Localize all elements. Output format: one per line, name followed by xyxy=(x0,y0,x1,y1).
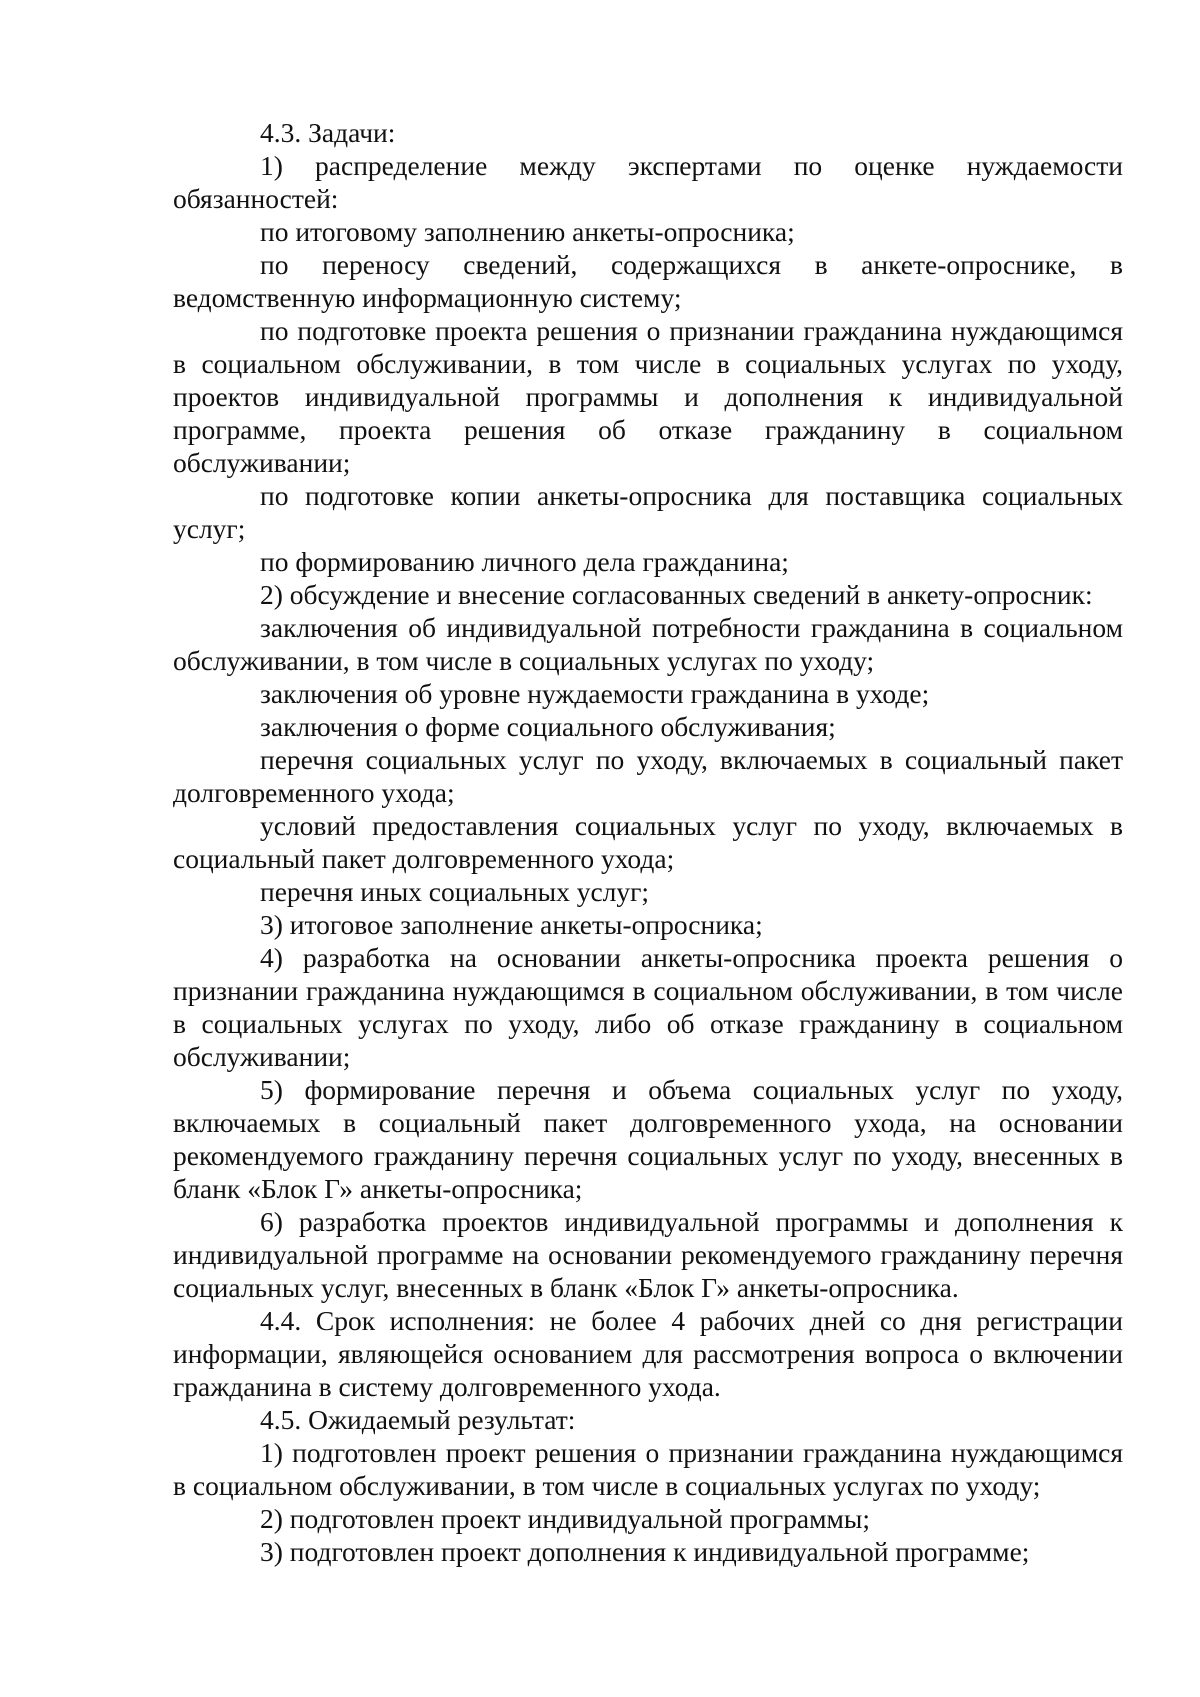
task-item-5: 5) формирование перечня и объема социальных услуг по уходу, включаемых в социальный пакет долговременного ухода, на основании рекомендуемого гражданину перечня социальных услуг по уходу, внесенных в бланк «Блок Г» анкеты-опросника; xyxy=(173,1074,1123,1204)
task-item-2: 2) обсуждение и внесение согласованных сведений в анкету-опросник: xyxy=(260,579,1093,610)
sub-item: по итоговому заполнению анкеты-опросника; xyxy=(260,216,795,247)
sub-item: заключения об индивидуальной потребности гражданина в социальном обслуживании, в том числе в социальных услугах по уходу; xyxy=(173,612,1123,676)
section-deadline: 4.4. Срок исполнения: не более 4 рабочих дней со дня регистрации информации, являющейся основанием для рассмотрения вопроса о включении гражданина в систему долговременного ухода. xyxy=(173,1305,1123,1402)
sub-item: перечня социальных услуг по уходу, включаемых в социальный пакет долговременного ухода; xyxy=(173,744,1123,808)
task-item-1: 1) распределение между экспертами по оценке нуждаемости обязанностей: xyxy=(173,150,1123,214)
section-heading-result: 4.5. Ожидаемый результат: xyxy=(260,1404,576,1435)
document-body xyxy=(173,116,1123,1568)
task-item-3: 3) итоговое заполнение анкеты-опросника; xyxy=(260,909,763,940)
sub-item: условий предоставления социальных услуг по уходу, включаемых в социальный пакет долговременного ухода; xyxy=(173,810,1123,874)
result-item-2: 2) подготовлен проект индивидуальной программы; xyxy=(260,1503,870,1534)
sub-item: заключения об уровне нуждаемости гражданина в уходе; xyxy=(260,678,930,709)
sub-item: заключения о форме социального обслуживания; xyxy=(260,711,836,742)
sub-item: по формированию личного дела гражданина; xyxy=(260,546,789,577)
task-item-4: 4) разработка на основании анкеты-опросника проекта решения о признании гражданина нуждающимся в социальном обслуживании, в том числе в социальных услугах по уходу, либо об отказе гражданину в социальном обслуживании; xyxy=(173,942,1123,1072)
sub-item: по подготовке проекта решения о признании гражданина нуждающимся в социальном обслуживании, в том числе в социальных услугах по уходу, проектов индивидуальной программы и дополнения к индивидуальной программе, проекта решения об отказе гражданину в социальном обслуживании; xyxy=(173,315,1123,478)
section-heading-tasks: 4.3. Задачи: xyxy=(260,117,396,148)
sub-item: по переносу сведений, содержащихся в анкете-опроснике, в ведомственную информационную систему; xyxy=(173,249,1123,313)
sub-item: по подготовке копии анкеты-опросника для поставщика социальных услуг; xyxy=(173,480,1123,544)
result-item-3: 3) подготовлен проект дополнения к индивидуальной программе; xyxy=(260,1536,1030,1567)
task-item-6: 6) разработка проектов индивидуальной программы и дополнения к индивидуальной программе на основании рекомендуемого гражданину перечня социальных услуг, внесенных в бланк «Блок Г» анкеты-опросника. xyxy=(173,1206,1123,1303)
sub-item: перечня иных социальных услуг; xyxy=(260,876,650,907)
result-item-1: 1) подготовлен проект решения о признании гражданина нуждающимся в социальном обслуживании, в том числе в социальных услугах по уходу; xyxy=(173,1437,1123,1501)
